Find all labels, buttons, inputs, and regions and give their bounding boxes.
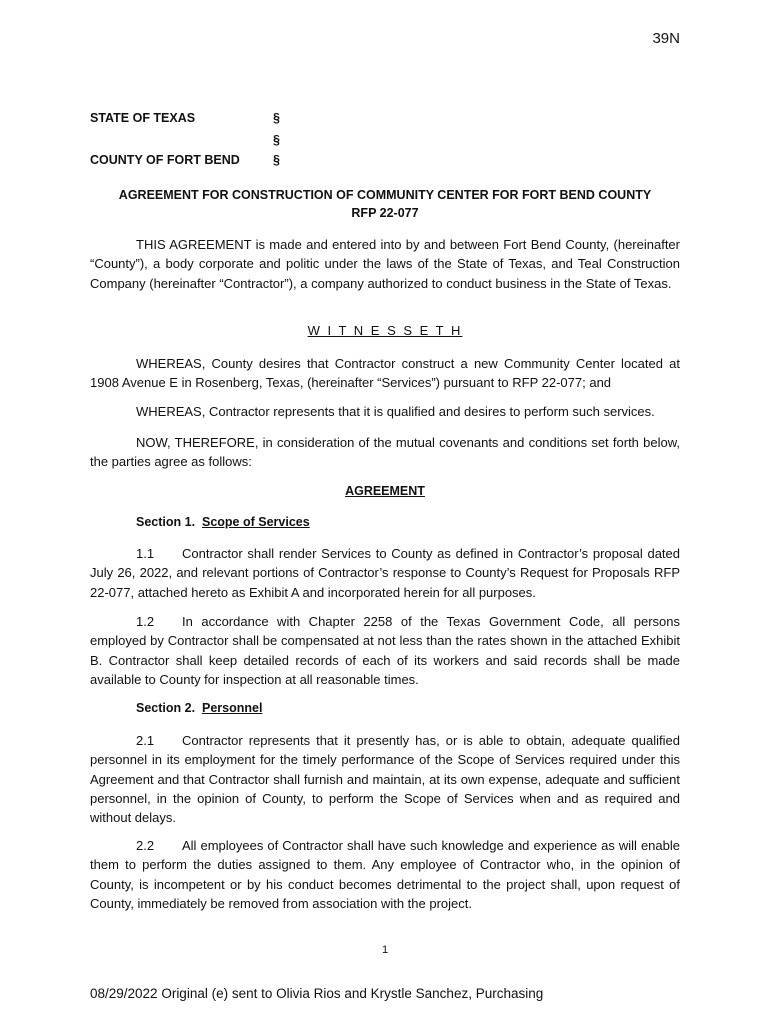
paragraph-1-1 (90, 544, 680, 602)
agreement-heading (90, 484, 680, 498)
document-title (90, 186, 680, 222)
paragraph-1-1-number: 1.1 (136, 546, 155, 561)
whereas-paragraph-1 (90, 354, 680, 393)
section-symbol-2: § (273, 133, 280, 147)
section-1-label: Section 1. (136, 515, 196, 529)
title-line-2: RFP 22-077 (351, 206, 419, 220)
agreement-heading-text: AGREEMENT (345, 484, 425, 498)
section-2-heading (136, 701, 262, 715)
now-therefore-text: NOW, THEREFORE, in consideration of the mutual covenants and conditions set forth below, the parties agree as follows: (90, 435, 680, 470)
title-line-1: AGREEMENT FOR CONSTRUCTION OF COMMUNITY CENTER FOR FORT BEND COUNTY (118, 188, 652, 202)
paragraph-2-2 (90, 836, 680, 913)
paragraph-1-1-text: Contractor shall render Services to County as defined in Contractor’s proposal dated July 26, 2022, and relevant portions of Contractor’s response to County’s Request for Proposals RFP 22-077, attached hereto as Exhibit A and incorporated herein for all purposes. (90, 546, 680, 600)
whereas-text-1: WHEREAS, County desires that Contractor construct a new Community Center located at 1908 Avenue E in Rosenberg, Texas, (hereinafter “Services”) pursuant to RFP 22-077; and (90, 356, 680, 391)
paragraph-1-2-number: 1.2 (136, 614, 155, 629)
witnesseth-heading (90, 323, 680, 338)
county-label: COUNTY OF FORT BEND (90, 153, 240, 167)
state-label: STATE OF TEXAS (90, 111, 196, 125)
witnesseth-text: W I T N E S S E T H (307, 323, 463, 338)
now-therefore-paragraph (90, 433, 680, 472)
intro-paragraph (90, 235, 680, 293)
section-1-heading (136, 515, 310, 529)
page-number: 1 (381, 944, 389, 956)
paragraph-2-1 (90, 731, 680, 827)
section-2-title: Personnel (202, 701, 263, 715)
paragraph-1-2-text: In accordance with Chapter 2258 of the Texas Government Code, all persons employed by Contractor shall be compensated at not less than the rates shown in the attached Exhibit B. Contractor shall keep detailed records of each of its workers and said records shall be made available to County for inspection at all reasonable times. (90, 614, 680, 687)
paragraph-2-2-text: All employees of Contractor shall have such knowledge and experience as will enable them to perform the duties assigned to them. Any employee of Contractor who, in the opinion of County, is incompetent or by his conduct becomes detrimental to the project shall, upon request of County, immediately be removed from association with the project. (90, 838, 680, 911)
footer-note: 08/29/2022 Original (e) sent to Olivia Rios and Krystle Sanchez, Purchasing (90, 986, 544, 1001)
document-stamp: 39N (652, 30, 680, 47)
paragraph-1-2 (90, 612, 680, 689)
paragraph-2-2-number: 2.2 (136, 838, 155, 853)
paragraph-2-1-text: Contractor represents that it presently has, or is able to obtain, adequate qualified personnel in its employment for the timely performance of the Scope of Services required under this Agreement and that Contractor shall furnish and maintain, at its own expense, adequate and sufficient personnel, in the opinion of County, to perform the Scope of Services when and as required and without delays. (90, 733, 680, 826)
paragraph-2-1-number: 2.1 (136, 733, 155, 748)
section-2-label: Section 2. (136, 701, 196, 715)
section-1-title: Scope of Services (202, 515, 310, 529)
intro-text: THIS AGREEMENT is made and entered into by and between Fort Bend County, (hereinafter “County”), a body corporate and politic under the laws of the State of Texas, and Teal Construction Company (hereinafter “Contractor”), a company authorized to conduct business in the State of Texas. (90, 237, 680, 291)
section-symbol-1: § (273, 111, 280, 125)
whereas-paragraph-2 (90, 402, 680, 421)
whereas-text-2: WHEREAS, Contractor represents that it is qualified and desires to perform such services. (136, 404, 655, 419)
section-symbol-3: § (273, 153, 280, 167)
